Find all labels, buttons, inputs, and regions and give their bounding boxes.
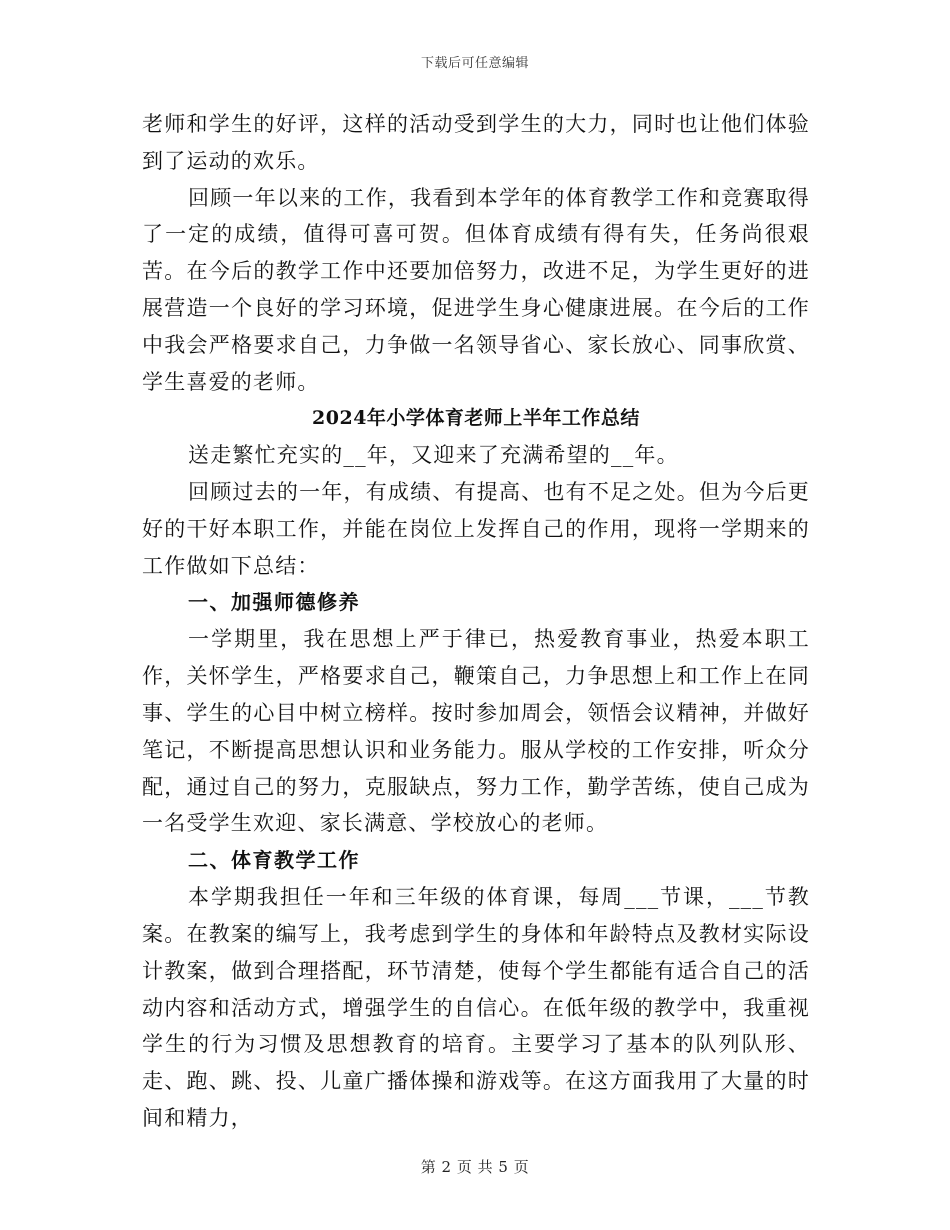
page-header-note: 下载后可任意编辑 xyxy=(420,56,529,71)
page-footer-number: 第 2 页 共 5 页 xyxy=(420,1158,530,1176)
paragraph-overview: 回顾过去的一年，有成绩、有提高、也有不足之处。但为今后更好的干好本职工作，并能在岗位上发挥自己的作用，现将一学期来的工作做如下总结： xyxy=(142,479,810,578)
document-body xyxy=(142,106,810,1137)
paragraph-continuation: 老师和学生的好评，这样的活动受到学生的大力，同时也让他们体验到了运动的欢乐。 xyxy=(142,112,810,173)
section-heading-ethics: 一、加强师德修养 xyxy=(188,590,360,615)
paragraph-intro: 送走繁忙充实的__年，又迎来了充满希望的__年。 xyxy=(188,443,679,468)
document-title: 2024年小学体育老师上半年工作总结 xyxy=(312,407,640,430)
paragraph-ethics: 一学期里，我在思想上严于律已，热爱教育事业，热爱本职工作，关怀学生，严格要求自己，鞭策自己，力争思想上和工作上在同事、学生的心目中树立榜样。按时参加周会，领悟会议精神，并做好笔记，不断提高思想认识和业务能力。服从学校的工作安排，听众分配，通过自己的努力，克服缺点，努力工作，勤学苦练，使自己成为一名受学生欢迎、家长满意、学校放心的老师。 xyxy=(142,627,810,836)
paragraph-review: 回顾一年以来的工作，我看到本学年的体育教学工作和竞赛取得了一定的成绩，值得可喜可贺。但体育成绩有得有失，任务尚很艰苦。在今后的教学工作中还要加倍努力，改进不足，为学生更好的进展营造一个良好的学习环境，促进学生身心健康进展。在今后的工作中我会严格要求自己，力争做一名领导省心、家长放心、同事欣赏、学生喜爱的老师。 xyxy=(142,185,810,394)
paragraph-teaching: 本学期我担任一年和三年级的体育课，每周___节课，___节教案。在教案的编写上，我考虑到学生的身体和年龄特点及教材实际设计教案，做到合理搭配，环节清楚，使每个学生都能有适合自己的活动内容和活动方式，增强学生的自信心。在低年级的教学中，我重视学生的行为习惯及思想教育的培育。主要学习了基本的队列队形、走、跑、跳、投、儿童广播体操和游戏等。在这方面我用了大量的时间和精力， xyxy=(142,885,810,1130)
section-heading-teaching: 二、体育教学工作 xyxy=(188,848,360,873)
